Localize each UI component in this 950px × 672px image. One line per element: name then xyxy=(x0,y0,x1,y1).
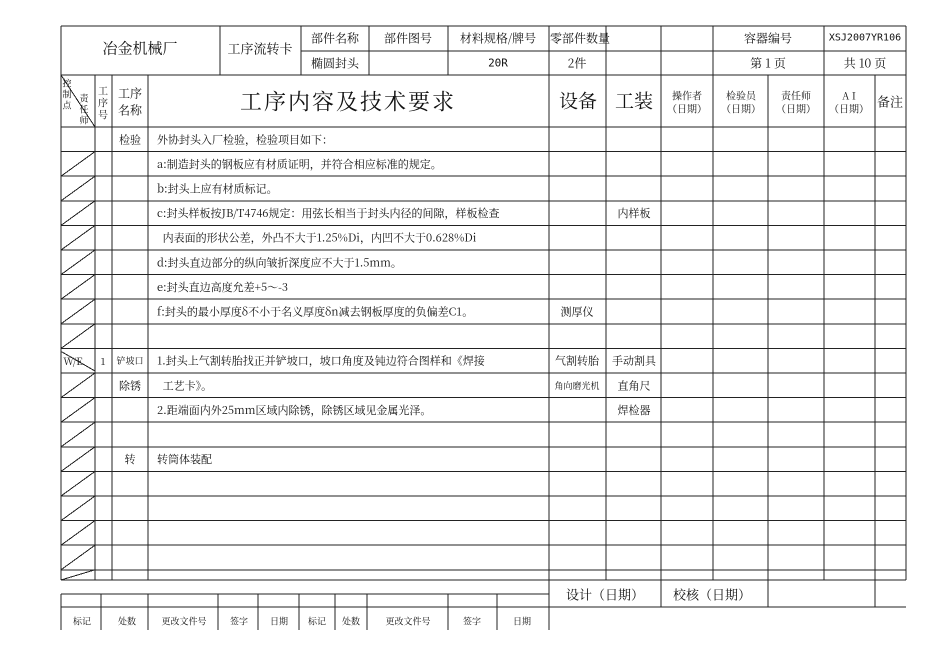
row-content: d:封头直边部分的纵向皱折深度应不大于1.5mm。 xyxy=(157,254,402,271)
col-content: 工序内容及技术要求 xyxy=(239,85,457,117)
control-slash xyxy=(61,398,95,423)
table-row xyxy=(157,254,402,270)
row-content: 工艺卡》。 xyxy=(157,377,213,394)
quantity-value: 2件 xyxy=(567,54,587,72)
control-slash xyxy=(61,545,95,570)
col-equipment: 设备 xyxy=(558,86,598,114)
vessel-no-label: 容器编号 xyxy=(743,29,793,47)
row-content: b:封头上应有材质标记。 xyxy=(157,180,278,197)
row-process-name: 转 xyxy=(124,451,136,468)
page-current: 第 1 页 xyxy=(750,54,786,72)
footer-sign-2: 签字 xyxy=(462,614,482,628)
row-tooling: 手动割具 xyxy=(612,352,656,369)
header-block xyxy=(61,26,906,75)
col-resp-3: 师 xyxy=(79,113,89,127)
part-drawing-label: 部件图号 xyxy=(383,29,433,47)
row-tooling: 直角尺 xyxy=(617,377,651,394)
factory-name: 冶金机械厂 xyxy=(102,37,178,59)
row-control-point: W/E xyxy=(63,353,83,369)
row-tooling: 内样板 xyxy=(617,205,651,222)
control-slash xyxy=(61,422,95,447)
row-seq: 1 xyxy=(100,353,106,369)
row-equipment: 气割转胎 xyxy=(555,352,599,369)
table-row xyxy=(157,304,594,320)
footer-change-doc-2: 更改文件号 xyxy=(385,614,431,628)
footer-date-2: 日期 xyxy=(512,614,532,628)
row-content: 1.封头上气割转胎找正并铲坡口，坡口角度及钝边符合图样和《焊接 xyxy=(157,352,485,369)
col-remarks: 备注 xyxy=(876,91,904,111)
table-row xyxy=(157,205,651,221)
col-operator-1: 操作者 xyxy=(672,87,702,103)
footer-change-doc-1: 更改文件号 xyxy=(161,614,207,628)
row-content: a:制造封头的钢板应有材质证明，并符合相应标准的规定。 xyxy=(157,155,442,172)
col-inspector-2: （日期） xyxy=(721,100,761,116)
footer-block xyxy=(73,585,751,628)
col-seq-2: 序 xyxy=(98,94,108,110)
col-tooling: 工装 xyxy=(614,86,654,114)
col-seq-1: 工 xyxy=(98,82,108,98)
quantity-label: 零部件数量 xyxy=(550,29,611,47)
table-row xyxy=(119,131,333,147)
row-content: c:封头样板按JB/T4746规定：用弦长相当于封头内径的间隙，样板检查 xyxy=(157,205,500,222)
control-slash xyxy=(61,250,95,275)
col-control-2: 制 xyxy=(62,87,72,101)
table-row xyxy=(157,279,288,295)
footer-mark-1: 标记 xyxy=(72,614,92,628)
vessel-no-value: XSJ2007YR106 xyxy=(828,32,902,44)
footer-count-1: 处数 xyxy=(117,614,137,628)
part-name-value: 椭圆封头 xyxy=(310,54,360,72)
footer-count-2: 处数 xyxy=(341,614,361,628)
col-operator-2: （日期） xyxy=(667,100,707,116)
control-slash xyxy=(61,570,95,580)
table-row xyxy=(119,377,651,393)
control-slash xyxy=(61,373,95,398)
row-process-name: 除锈 xyxy=(119,377,141,394)
col-engineer-2: （日期） xyxy=(776,100,816,116)
review-date: 校核（日期） xyxy=(672,584,752,604)
design-date: 设计（日期） xyxy=(565,584,645,604)
row-content: 外协封头入厂检验，检验项目如下： xyxy=(157,131,333,148)
row-content: 2.距端面内外25mm区域内除锈，除锈区域见金属光泽。 xyxy=(157,401,432,418)
card-title: 工序流转卡 xyxy=(227,38,293,58)
table-row xyxy=(157,181,278,197)
col-engineer-1: 责任师 xyxy=(781,87,811,103)
col-seq-3: 号 xyxy=(98,106,108,122)
control-slash xyxy=(61,176,95,201)
col-ai-2: （日期） xyxy=(829,100,869,116)
col-process-name-2: 名称 xyxy=(117,101,143,119)
control-slash xyxy=(61,152,95,177)
col-control-1: 控 xyxy=(62,76,72,90)
part-name-label: 部件名称 xyxy=(310,29,360,47)
control-slash xyxy=(61,225,95,250)
row-equipment: 角向磨光机 xyxy=(554,378,600,392)
table-row xyxy=(157,230,477,246)
control-slash xyxy=(61,275,95,300)
material-label: 材料规格/牌号 xyxy=(459,29,537,47)
row-content: 转筒体装配 xyxy=(157,451,212,468)
footer-sign-1: 签字 xyxy=(229,614,249,628)
row-content: 内表面的形状公差，外凸不大于1.25%Di，内凹不大于0.628%Di xyxy=(157,229,477,246)
control-slash xyxy=(61,299,95,324)
footer-mark-2: 标记 xyxy=(307,614,327,628)
control-slash xyxy=(61,496,95,521)
row-process-name: 铲坡口 xyxy=(116,354,144,368)
control-slash xyxy=(61,447,95,472)
control-slash xyxy=(61,324,95,349)
row-content: e:封头直边高度允差+5～-3 xyxy=(157,278,289,295)
col-inspector-1: 检验员 xyxy=(726,87,756,103)
table-row xyxy=(63,353,657,369)
col-resp-1: 责 xyxy=(79,91,89,105)
page-total: 共 10 页 xyxy=(843,54,887,72)
row-equipment: 测厚仪 xyxy=(560,303,594,320)
footer-date-1: 日期 xyxy=(269,614,289,628)
table-row xyxy=(125,451,213,467)
col-process-name-1: 工序 xyxy=(117,84,143,102)
table-row xyxy=(157,402,651,418)
control-slash xyxy=(61,471,95,496)
column-header xyxy=(61,75,906,127)
row-tooling: 焊检器 xyxy=(617,401,651,418)
col-resp-2: 任 xyxy=(79,102,89,116)
col-ai-1: A I xyxy=(842,87,856,103)
row-process-name: 检验 xyxy=(119,131,141,148)
table-row xyxy=(157,156,442,172)
control-slash xyxy=(61,521,95,546)
col-control-3: 点 xyxy=(62,98,72,112)
row-content: f:封头的最小厚度δ不小于名义厚度δn减去钢板厚度的负偏差C1。 xyxy=(157,303,474,320)
control-slash xyxy=(61,201,95,226)
material-value: 20R xyxy=(488,56,508,70)
